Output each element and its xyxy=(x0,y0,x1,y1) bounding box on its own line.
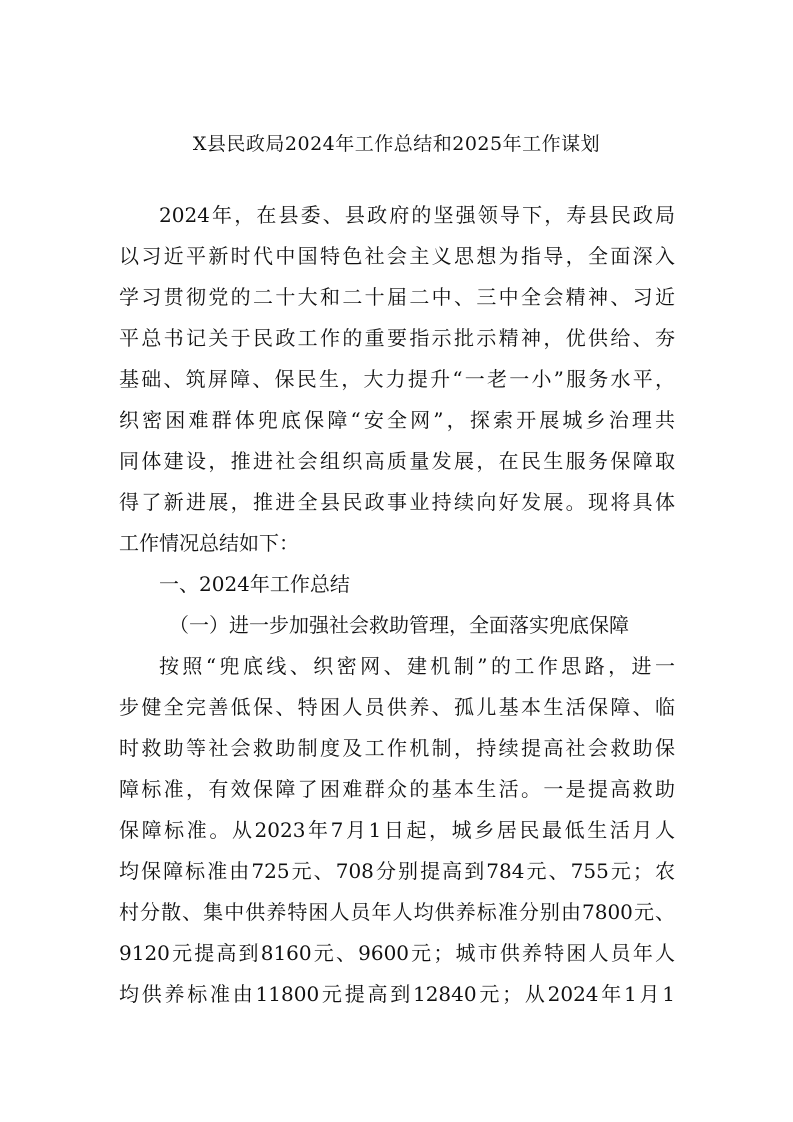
body-line: 同体建设，推进社会组织高质量发展，在民生服务保障取 xyxy=(119,449,675,473)
section-heading: 一、2024年工作总结 xyxy=(159,572,350,596)
body-line: 障标准，有效保障了困难群众的基本生活。一是提高救助 xyxy=(119,777,675,801)
body-line: 以习近平新时代中国特色社会主义思想为指导，全面深入 xyxy=(119,244,675,268)
body-line: 均保障标准由725元、708分别提高到784元、755元；农 xyxy=(119,859,675,883)
body-line: 保障标准。从2023年7月1日起，城乡居民最低生活月人 xyxy=(119,818,675,842)
body-line: 按照“兜底线、织密网、建机制”的工作思路，进一 xyxy=(159,654,675,678)
subsection-heading: （一）进一步加强社会救助管理，全面落实兜底保障 xyxy=(169,613,629,637)
document-title: X县民政局2024年工作总结和2025年工作谋划 xyxy=(192,133,601,155)
body-line: 时救助等社会救助制度及工作机制，持续提高社会救助保 xyxy=(119,736,675,760)
body-line: 平总书记关于民政工作的重要指示批示精神，优供给、夯 xyxy=(119,326,675,350)
body-line: 得了新进展，推进全县民政事业持续向好发展。现将具体 xyxy=(119,490,675,514)
body-line: 9120元提高到8160元、9600元；城市供养特困人员年人 xyxy=(119,941,675,965)
body-line: 步健全完善低保、特困人员供养、孤儿基本生活保障、临 xyxy=(119,695,675,719)
body-line: 村分散、集中供养特困人员年人均供养标准分别由7800元、 xyxy=(119,900,675,924)
body-line: 基础、筑屏障、保民生，大力提升“一老一小”服务水平， xyxy=(119,367,675,391)
body-line: 学习贯彻党的二十大和二十届二中、三中全会精神、习近 xyxy=(119,285,675,309)
body-line: 工作情况总结如下： xyxy=(119,531,299,555)
body-line: 2024年，在县委、县政府的坚强领导下，寿县民政局 xyxy=(159,203,675,227)
body-line: 织密困难群体兜底保障“安全网”，探索开展城乡治理共 xyxy=(119,408,675,432)
body-line: 均供养标准由11800元提高到12840元；从2024年1月1 xyxy=(119,982,675,1006)
